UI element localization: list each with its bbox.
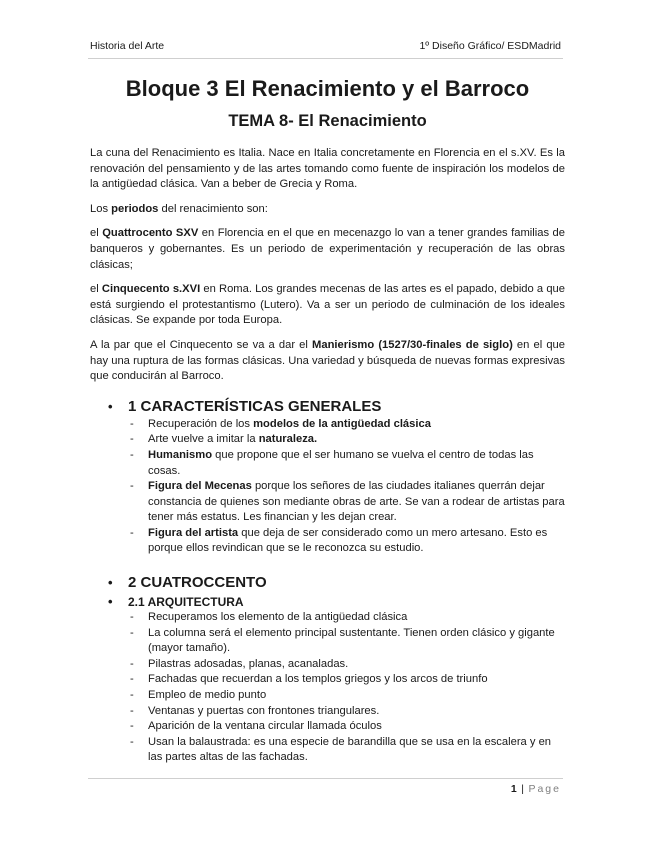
list-item xyxy=(130,479,565,526)
section-2-1-list xyxy=(90,610,565,766)
section-2-heading xyxy=(90,573,565,593)
page-label: Page xyxy=(528,783,561,795)
list-item: - Aparición de la ventana circular llamada óculos xyxy=(130,719,565,735)
quattrocento-paragraph xyxy=(90,226,565,273)
cinquecento-post: en Roma. Los grandes mecenas de las artes es el papado, debido a que está surgiendo el protestantismo (Lutero). Va a ser un periodo de culminación de los ideales clásicas. Se expande por toda Europa. xyxy=(90,283,565,327)
list-item: - Pilastras adosadas, planas, acanaladas. xyxy=(130,657,565,673)
cinquecento-pre: el xyxy=(90,283,102,296)
quattrocento-pre: el xyxy=(90,227,103,240)
header-course: Historia del Arte xyxy=(90,40,165,52)
list-item xyxy=(130,526,565,557)
section-1-list xyxy=(90,417,565,557)
document-body xyxy=(90,74,565,766)
list-item xyxy=(130,417,565,433)
cinquecento-paragraph xyxy=(90,282,565,329)
cinquecento-bold: Cinquecento s.XVI xyxy=(101,283,201,296)
item-bold: naturaleza. xyxy=(258,433,318,446)
manierismo-pre: A la par que el Cinquecento se va a dar el xyxy=(90,338,313,351)
manierismo-paragraph xyxy=(90,338,565,385)
item-pre: Recuperación de los xyxy=(148,417,254,430)
page-number: 1 xyxy=(510,783,518,795)
list-item: - Fachadas que recuerdan a los templos griegos y los arcos de triunfo xyxy=(130,672,565,688)
section-2-1-heading xyxy=(90,594,565,610)
periodos-post: del renacimiento son: xyxy=(158,202,268,215)
page-subtitle: TEMA 8- El Renacimiento xyxy=(228,112,427,130)
item-bold: modelos de la antigüedad clásica xyxy=(253,417,431,430)
bullet-icon: • xyxy=(108,575,113,591)
quattrocento-bold: Quattrocento SXV xyxy=(102,227,199,240)
bullet-icon: • xyxy=(108,594,113,610)
footer-separator: | xyxy=(521,783,525,795)
item-post: porque los señores de las ciudades italianes querrán dejar constancia de quienes son mediante obras de arte. Se van a rodear de artistas para tener más estatus. Les financian y les dejan crear. xyxy=(148,480,565,524)
header-divider xyxy=(88,58,563,59)
manierismo-post: en el que hay una ruptura de las formas clásicas. Una variedad y búsqueda de nuevas formas expresivas que conducirán al Barroco. xyxy=(90,338,565,383)
page-title: Bloque 3 El Renacimiento y el Barroco xyxy=(125,76,530,101)
item-bold: Figura del artista xyxy=(148,526,239,539)
list-item: - Ventanas y puertas con frontones triangulares. xyxy=(130,704,565,720)
item-bold: Humanismo xyxy=(148,448,213,461)
section-2-title: 2 CUATROCCENTO xyxy=(128,574,267,592)
footer-divider xyxy=(88,778,563,779)
header-program: 1º Diseño Gráfico/ ESDMadrid xyxy=(419,40,561,52)
page-footer xyxy=(511,783,561,795)
list-item: - Usan la balaustrada: es una especie de barandilla que se usa en la escalera y en las partes altas de las fachadas. xyxy=(130,735,565,766)
periodos-pre: Los xyxy=(90,202,112,215)
item-bold: Figura del Mecenas xyxy=(148,480,252,493)
list-item: - Recuperamos los elemento de la antigüedad clásica xyxy=(130,610,565,626)
periodos-paragraph xyxy=(90,202,565,218)
list-item xyxy=(130,432,565,448)
periodos-bold: periodos xyxy=(111,202,159,215)
item-pre: Arte vuelve a imitar la xyxy=(148,433,259,446)
section-1-title: 1 CARACTERÍSTICAS GENERALES xyxy=(128,397,382,415)
list-item xyxy=(130,448,565,479)
list-item: - La columna será el elemento principal sustentante. Tienen orden clásico y gigante (mayor tamaño). xyxy=(130,626,565,657)
intro-paragraph: La cuna del Renacimiento es Italia. Nace en Italia concretamente en Florencia en el s.XV. Es la renovación del pensamiento y de las artes tomando como fuente de inspiración los modelos de la antigüedad clásica. Van a beber de Grecia y Roma. xyxy=(90,147,565,191)
section-2-1-title: 2.1 ARQUITECTURA xyxy=(128,595,244,610)
item-post: que deja de ser considerado como un mero artesano. Esto es porque ellos revindican que se le reconozca su estudio. xyxy=(148,526,548,555)
list-item: - Empleo de medio punto xyxy=(130,688,565,704)
section-1-heading xyxy=(90,397,565,417)
bullet-icon: • xyxy=(108,398,113,414)
manierismo-bold: Manierismo (1527/30-finales de siglo) xyxy=(312,338,513,351)
item-post: que propone que el ser humano se vuelva el centro de todas las cosas. xyxy=(148,448,534,477)
quattrocento-post: en Florencia en el que en mecenazgo lo van a tener grandes familias de banqueros y gobernantes. Es un periodo de experimentación y recuperación de las obras clásicas; xyxy=(90,227,565,271)
